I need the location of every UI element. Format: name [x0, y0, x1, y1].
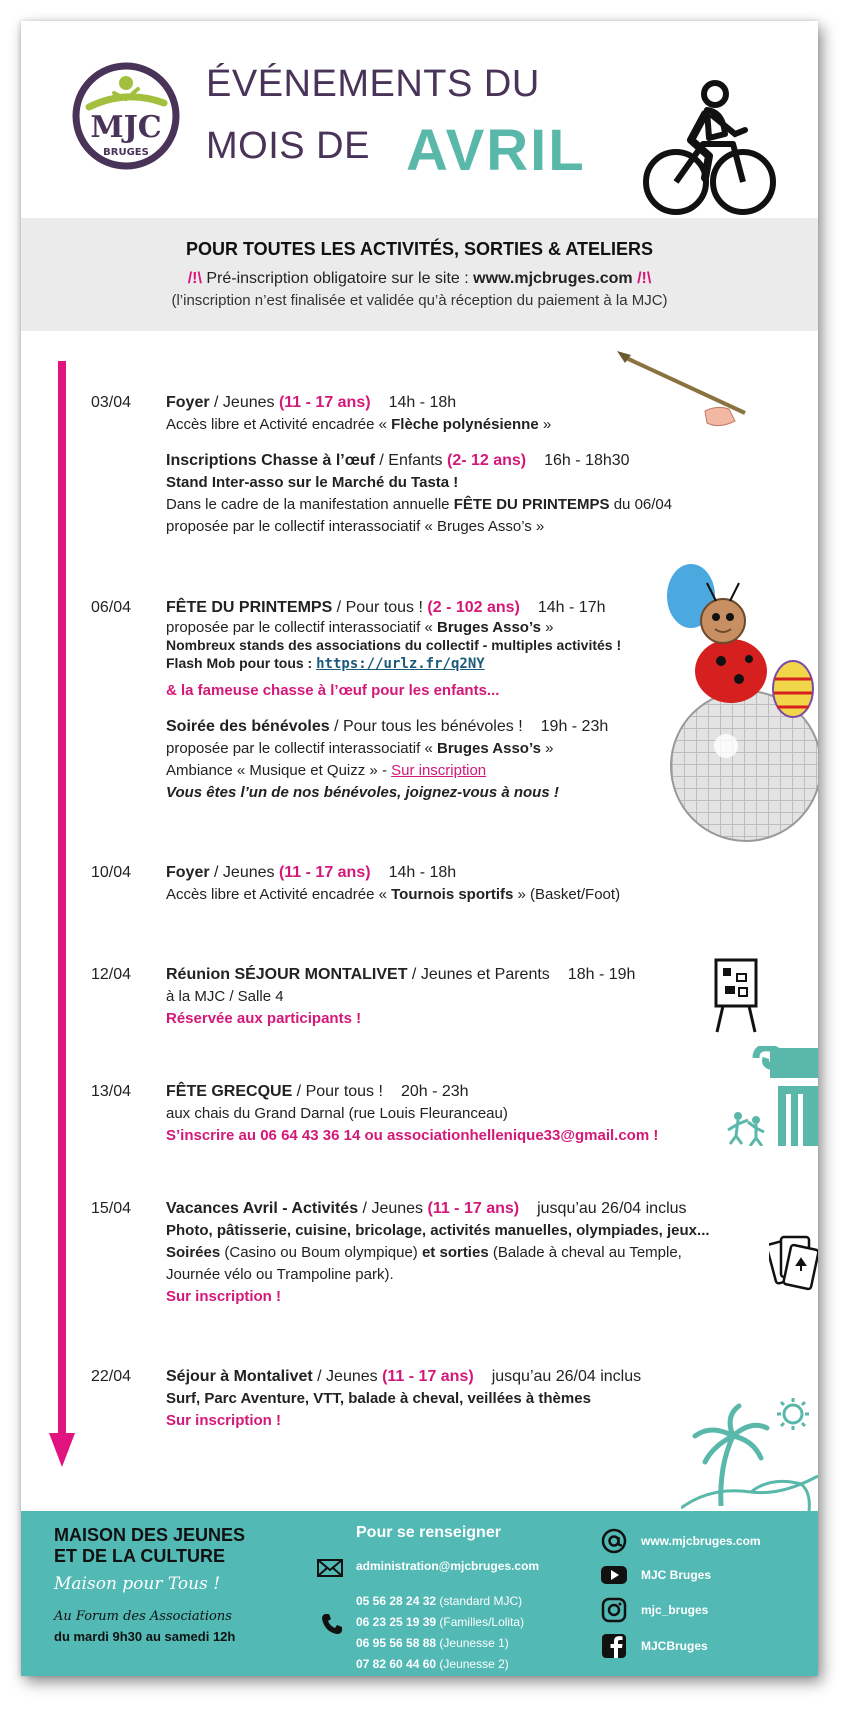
- phone-line: 06 95 56 58 88 (Jeunesse 1): [356, 1636, 509, 1650]
- polynesian-arrow-icon: [617, 351, 757, 431]
- event-poster: [21, 21, 818, 1676]
- event-date: 06/04: [91, 599, 132, 616]
- footer-forum: Au Forum des Associations: [54, 1609, 232, 1624]
- event-time: 18h - 19h: [567, 966, 636, 983]
- event-title: Foyer: [166, 394, 210, 411]
- footer-email[interactable]: administration@mjcbruges.com: [356, 1559, 540, 1573]
- flashmob-link[interactable]: https://urlz.fr/q2NY: [316, 656, 485, 672]
- event-10-04: Foyer / Jeunes (11 - 17 ans) 14h - 18h Accès libre et Activité encadrée « Tournois sportifs » (Basket/Foot): [166, 864, 621, 903]
- event-03-04: Foyer / Jeunes (11 - 17 ans) 14h - 18h Accès libre et Activité encadrée « Flèche polynésienne » Inscriptions Chasse à l’œuf / Enfants (2- 12 ans) 16h - 18h30 Stand Inter-asso sur le Marché du Tasta ! Dans le cadre de la manifestation annuelle FÊTE DU PRINTEMPS du 06/04 proposée par le collectif interassociatif « Bruges Asso’s »: [166, 394, 673, 535]
- ladybug-disco-ball-icon: [661, 561, 818, 846]
- phone-line: 07 82 60 44 60 (Jeunesse 2): [356, 1657, 509, 1671]
- greek-party-contact[interactable]: S’inscrire au 06 64 43 36 14 ou associationhellenique33@gmail.com !: [166, 1127, 659, 1144]
- footer: MAISON DES JEUNES ET DE LA CULTURE Maison pour Tous ! Au Forum des Associations du mardi 9h30 au samedi 12h Pour se renseigner administration@mjcbruges.com 05 56 28 24 32 (standard MJC) 06 23 25 19 39 (Familles/Lolita) 06 95 56 58 88 (Jeunesse 1) 07 82 60 44 60 (Jeunesse 2) www.mjcbruges.com MJC Bruges mjc_bruges MJCBruges: [21, 1511, 818, 1676]
- banner-registration-text: Pré-inscription obligatoire sur le site :: [206, 270, 469, 287]
- event-time: 19h - 23h: [540, 718, 609, 735]
- volunteer-signup-link[interactable]: Sur inscription: [391, 762, 487, 779]
- event-date: 10/04: [91, 864, 132, 881]
- event-title: Inscriptions Chasse à l’œuf: [166, 452, 375, 469]
- event-title: FÊTE DU PRINTEMPS: [166, 599, 333, 616]
- banner-note: (l’inscription n’est finalisée et validée qu’à réception du paiement à la MJC): [171, 292, 668, 309]
- logo-text: MJC: [90, 110, 162, 145]
- phone-icon: [321, 1613, 343, 1635]
- event-time: 14h - 18h: [388, 864, 457, 881]
- warning-mark: /!\: [637, 270, 652, 287]
- banner-heading: POUR TOUTES LES ACTIVITÉS, SORTIES & ATELIERS: [185, 239, 654, 259]
- event-title: Foyer: [166, 864, 210, 881]
- logo-subtext: BRUGES: [103, 147, 149, 158]
- info-banner: [21, 218, 818, 331]
- event-title: Soirée des bénévoles: [166, 718, 330, 735]
- event-date: 03/04: [91, 394, 132, 411]
- greek-column-icon: [726, 1046, 818, 1146]
- event-time: jusqu’au 26/04 inclus: [537, 1200, 687, 1217]
- footer-phones: [356, 1591, 524, 1675]
- playing-cards-icon: [769, 1231, 818, 1293]
- footer-hours: du mardi 9h30 au samedi 12h: [54, 1629, 236, 1644]
- event-time: 14h - 18h: [388, 394, 457, 411]
- mail-icon: [317, 1559, 343, 1577]
- event-date: 15/04: [91, 1200, 132, 1217]
- warning-mark: /!\: [187, 270, 202, 287]
- event-time: 16h - 18h30: [544, 452, 630, 469]
- timeline-bar: [58, 361, 66, 1443]
- event-time: 14h - 17h: [537, 599, 606, 616]
- banner-site-link[interactable]: www.mjcbruges.com: [473, 270, 633, 287]
- mjc-logo: [69, 59, 184, 174]
- event-22-04: Séjour à Montalivet / Jeunes (11 - 17 ans) jusqu’au 26/04 inclus Surf, Parc Aventure, VTT, balade à cheval, veillées à thèmes Sur inscription !: [166, 1368, 642, 1429]
- event-date: 12/04: [91, 966, 132, 983]
- event-title: FÊTE GRECQUE: [166, 1083, 293, 1100]
- phone-line: 05 56 28 24 32 (standard MJC): [356, 1594, 523, 1608]
- event-title: Séjour à Montalivet: [166, 1368, 313, 1385]
- footer-info-heading: Pour se renseigner: [356, 1524, 501, 1541]
- page-title-month: AVRIL: [406, 118, 586, 183]
- facebook-icon: [601, 1633, 627, 1659]
- at-sign-icon: [601, 1528, 627, 1554]
- phone-line: 06 23 25 19 39 (Familles/Lolita): [356, 1615, 525, 1629]
- event-time: 20h - 23h: [400, 1083, 469, 1100]
- page-title-line1: ÉVÉNEMENTS DU: [206, 63, 540, 105]
- timeline-arrow-icon: [49, 1433, 75, 1467]
- instagram-icon: [601, 1597, 627, 1623]
- footer-tagline: Maison pour Tous !: [54, 1574, 221, 1594]
- event-title: Réunion SÉJOUR MONTALIVET: [166, 966, 408, 983]
- page-title-line2: MOIS DE: [206, 125, 370, 167]
- footer-org: MAISON DES JEUNES ET DE LA CULTURE: [54, 1525, 246, 1566]
- event-12-04: Réunion SÉJOUR MONTALIVET / Jeunes et Parents 18h - 19h à la MJC / Salle 4 Réservée aux participants !: [166, 966, 636, 1027]
- banner-registration-line: [21, 270, 818, 288]
- event-06-04: FÊTE DU PRINTEMPS / Pour tous ! (2 - 102 ans) 14h - 17h proposée par le collectif interassociatif « Bruges Asso’s » Nombreux stands des associations du collectif - multiples activités ! Flash Mob pour tous : https://urlz.fr/q2NY & la fameuse chasse à l’œuf pour les enfants... Soirée des bénévoles / Pour tous les bénévoles ! 19h - 23h proposée par le collectif interassociatif « Bruges Asso’s » Ambiance « Musique et Quizz » - Sur inscription Vous êtes l’un de nos bénévoles, joignez-vous à nous !: [166, 599, 622, 801]
- whiteboard-icon: [711, 956, 761, 1036]
- event-13-04: FÊTE GRECQUE / Pour tous ! 20h - 23h aux chais du Grand Darnal (rue Louis Fleuranceau) S’inscrire au 06 64 43 36 14 ou associationhellenique33@gmail.com !: [166, 1081, 766, 1147]
- beach-palm-icon: [681, 1396, 818, 1511]
- event-time: jusqu’au 26/04 inclus: [491, 1368, 642, 1385]
- cyclist-icon: [643, 74, 778, 219]
- event-date: 22/04: [91, 1368, 132, 1385]
- event-title: Vacances Avril - Activités: [166, 1200, 359, 1217]
- event-15-04: Vacances Avril - Activités / Jeunes (11 - 17 ans) jusqu’au 26/04 inclus Photo, pâtisserie, cuisine, bricolage, activités manuelles, olympiades, jeux... Soirées (Casino ou Boum olympique) et sorties (Balade à cheval au Temple, Journée vélo ou Trampoline park). Sur inscription !: [166, 1200, 710, 1305]
- event-date: 13/04: [91, 1083, 132, 1100]
- youtube-icon: [601, 1562, 627, 1588]
